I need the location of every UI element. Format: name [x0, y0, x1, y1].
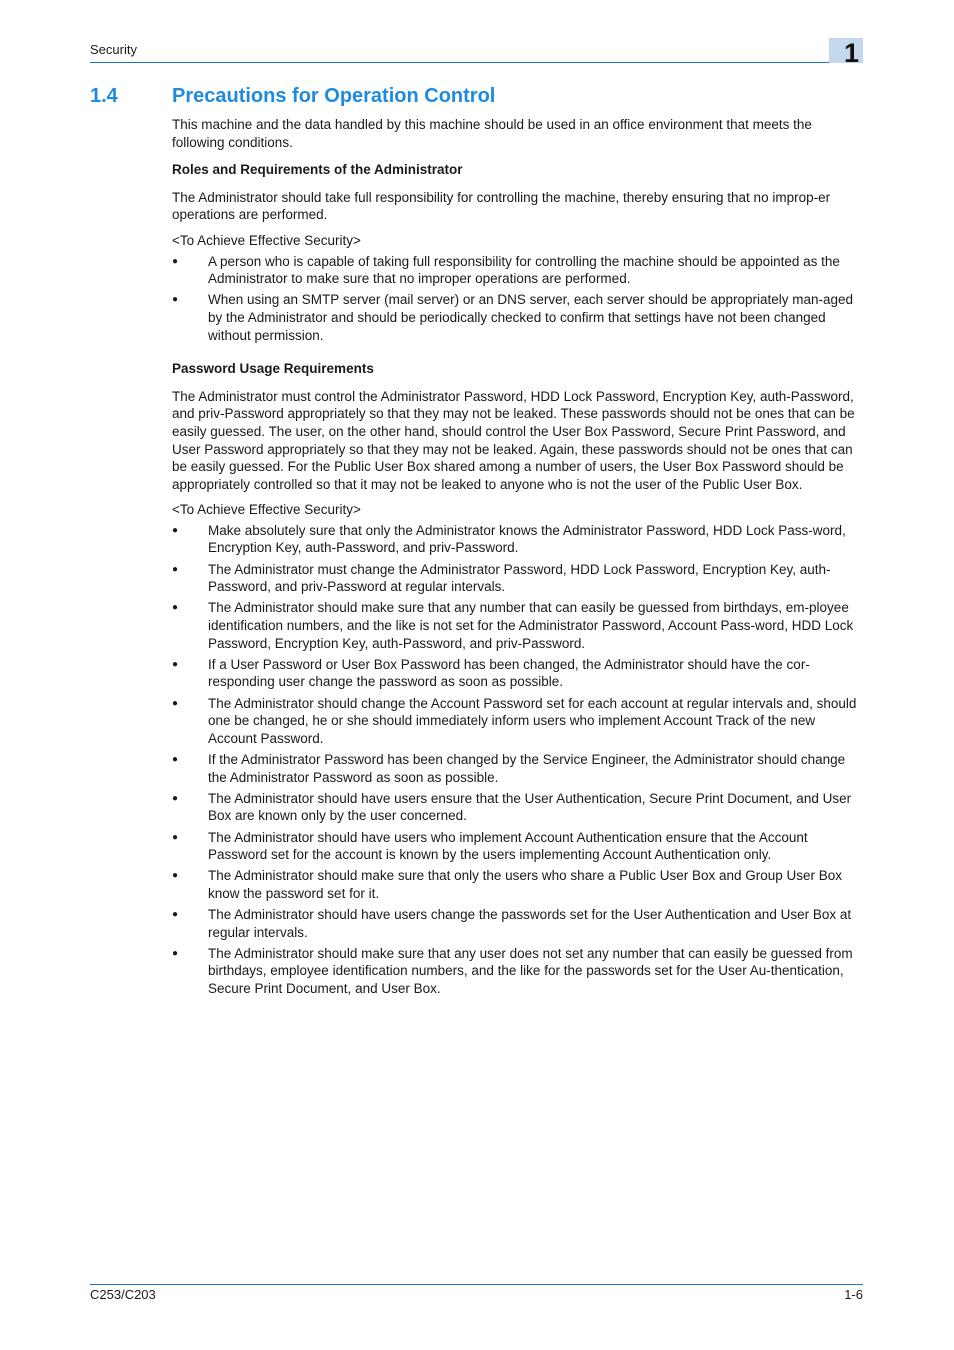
- bullet-icon: ●: [172, 947, 179, 959]
- roles-bullet-list: [172, 253, 864, 345]
- password-bullet-list: [172, 522, 864, 998]
- list-item: ● The Administrator should have users ensure that the User Authentication, Secure Print Document, and User Box are known only by the user concerned.: [172, 790, 852, 824]
- bullet-icon: ●: [172, 792, 179, 804]
- bullet-icon: ●: [172, 831, 179, 843]
- header-divider: [90, 62, 863, 63]
- list-item: ● If a User Password or User Box Password has been changed, the Administrator should have the cor-responding user change the password as soon as possible.: [172, 656, 810, 690]
- footer-page-number: 1-6: [844, 1287, 863, 1302]
- list-item: ● The Administrator should make sure that only the users who share a Public User Box and Group User Box know the password set for it.: [172, 868, 843, 901]
- password-paragraph: The Administrator must control the Administrator Password, HDD Lock Password, Encryption Key, auth-Password, and priv-Password appropriately so that they may not be leaked. These passwords should not be ones that can be easily guessed. The user, on the other hand, should control the User Box Password, Secure Print Password, and User Password appropriately so that they may not be leaked. Again, these passwords should not be ones that can be easily guessed. For the Public User Box shared among a number of users, the User Box Password should be appropriately controlled so that it may not be leaked to anyone who is not the user of the Public User Box.: [172, 388, 855, 492]
- list-item: ● When using an SMTP server (mail server) or an DNS server, each server should be appropriately man-aged by the Administrator and should be periodically checked to confirm that settings have not been changed without permission.: [172, 292, 854, 343]
- bullet-icon: ●: [172, 524, 179, 536]
- list-item: ● Make absolutely sure that only the Administrator knows the Administrator Password, HDD Lock Pass-word, Encryption Key, auth-Password, and priv-Password.: [172, 522, 846, 556]
- bullet-icon: ●: [172, 255, 179, 267]
- list-item: ● If the Administrator Password has been changed by the Service Engineer, the Administrator should change the Administrator Password as soon as possible.: [172, 751, 846, 785]
- footer-model: C253/C203: [90, 1287, 156, 1302]
- list-item: ● The Administrator should change the Account Password set for each account at regular intervals and, should one be changed, he or she should immediately inform users who implement Account Track of the new Account Password.: [172, 695, 857, 746]
- list-item: ● The Administrator should have users change the passwords set for the User Authentication and User Box at regular intervals.: [172, 907, 852, 940]
- list-item: ● The Administrator must change the Administrator Password, HDD Lock Password, Encryption Key, auth-Password, and priv-Password at regular intervals.: [172, 561, 831, 595]
- roles-paragraph: The Administrator should take full responsibility for controlling the machine, thereby ensuring that no improp-er operations are performed.: [172, 189, 831, 223]
- bullet-icon: ●: [172, 697, 179, 709]
- list-item: ● A person who is capable of taking full responsibility for controlling the machine should be appointed as the Administrator to make sure that no improper operations are performed.: [172, 253, 840, 287]
- list-item: ● The Administrator should make sure that any user does not set any number that can easily be guessed from birthdays, employee identification numbers, and the like for the passwords set for the User Au-thentication, Secure Print Document, and User Box.: [172, 945, 853, 997]
- bullet-icon: ●: [172, 909, 179, 921]
- list-item: ● The Administrator should have users who implement Account Authentication ensure that the Account Password set for the account is known by the users implementing Account Authentication only.: [172, 829, 808, 863]
- bullet-icon: ●: [172, 294, 179, 306]
- list-item: ● The Administrator should make sure that any number that can easily be guessed from birthdays, em-ployee identification numbers, and the like is not set for the Administrator Password, Account Pass-word, HDD Lock Password, Encryption Key, auth-Password, and priv-Password.: [172, 600, 854, 651]
- chapter-number-badge: 1: [829, 38, 863, 63]
- bullet-icon: ●: [172, 563, 179, 575]
- section-number: 1.4: [90, 85, 118, 107]
- intro-paragraph: This machine and the data handled by this machine should be used in an office environment that meets the following conditions.: [172, 117, 812, 150]
- roles-sublabel: <To Achieve Effective Security>: [172, 232, 361, 248]
- roles-heading: Roles and Requirements of the Administrator: [172, 162, 463, 178]
- section-title: Precautions for Operation Control: [172, 85, 496, 107]
- header-title: Security: [90, 42, 137, 57]
- footer-divider: [90, 1284, 863, 1285]
- password-sublabel: <To Achieve Effective Security>: [172, 502, 361, 518]
- bullet-icon: ●: [172, 602, 179, 614]
- bullet-icon: ●: [172, 658, 179, 670]
- password-heading: Password Usage Requirements: [172, 361, 374, 377]
- bullet-icon: ●: [172, 753, 179, 765]
- main-content: [172, 116, 864, 1001]
- bullet-icon: ●: [172, 870, 179, 882]
